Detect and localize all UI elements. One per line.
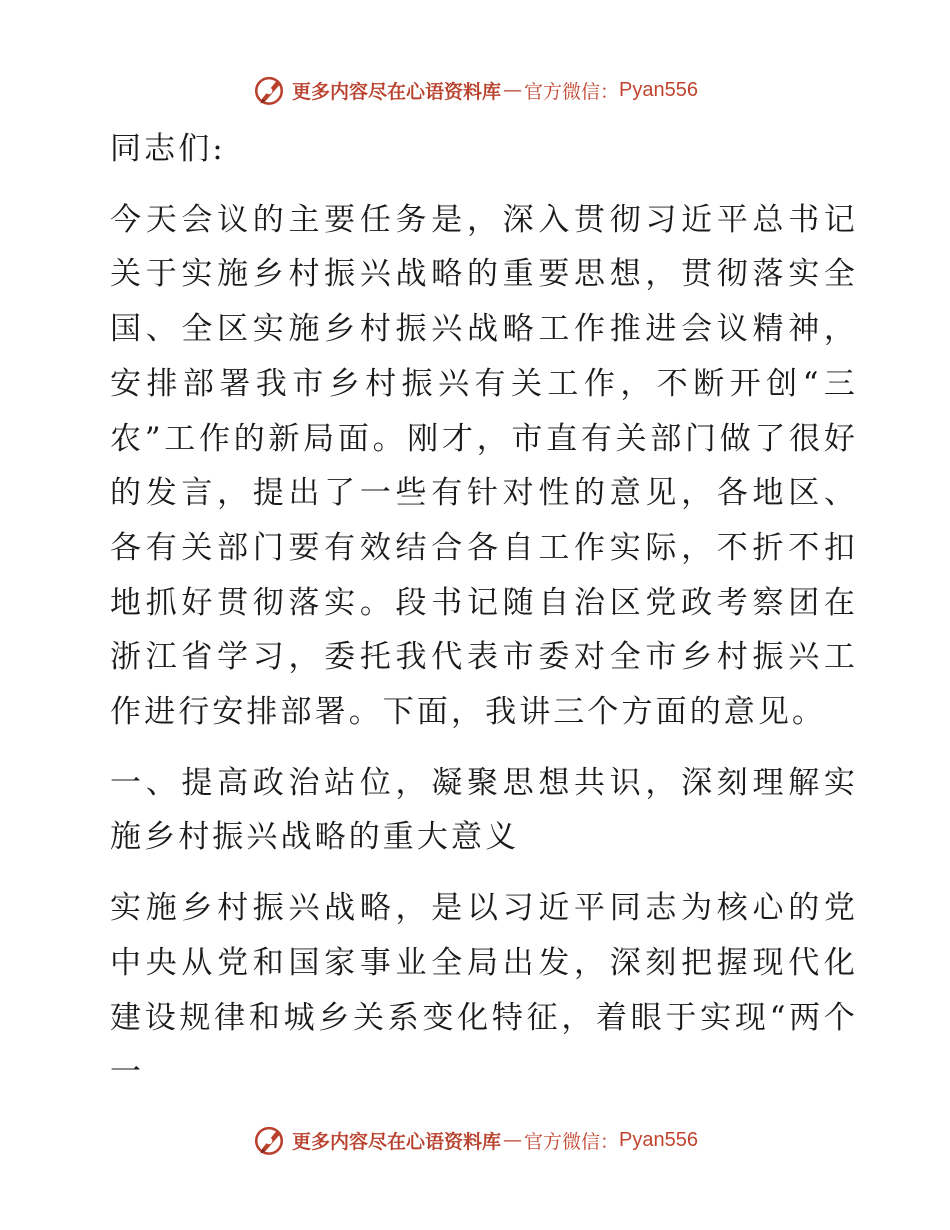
banner-separator: — [503,79,523,101]
banner-wechat-label: 官方微信： [524,80,620,103]
section-heading-1: 一、提高政治站位，凝聚思想共识，深刻理解实施乡村振兴战略的重大意义 [110,764,858,856]
pen-logo-icon [252,1123,286,1157]
banner-library-text: 更多内容尽在心语资料库 [292,80,502,103]
banner-wechat-label: 官方微信： [524,1130,620,1153]
greeting: 同志们: [110,131,226,167]
pen-logo-icon [252,73,286,107]
banner-separator: — [503,1129,523,1151]
footer-watermark-banner [0,1120,950,1160]
paragraph-section-1: 实施乡村振兴战略，是以习近平同志为核心的党中央从党和国家事业全局出发，深刻把握现代化建设规律和城乡关系变化特征，着眼于实现“两个一 [110,890,858,1091]
banner-wechat-id: Pyan556 [619,1128,698,1151]
banner-library-text: 更多内容尽在心语资料库 [292,1130,502,1153]
header-watermark-banner [0,70,950,110]
document-body [98,122,858,1116]
paragraph-intro: 今天会议的主要任务是，深入贯彻习近平总书记关于实施乡村振兴战略的重要思想，贯彻落实全国、全区实施乡村振兴战略工作推进会议精神，安排部署我市乡村振兴有关工作，不断开创“三农”工作的新局面。刚才，市直有关部门做了很好的发言，提出了一些有针对性的意见，各地区、各有关部门要有效结合各自工作实际，不折不扣地抓好贯彻落实。段书记随自治区党政考察团在浙江省学习，委托我代表市委对全市乡村振兴工作进行安排部署。下面，我讲三个方面的意见。 [110,201,858,731]
banner-wechat-id: Pyan556 [619,78,698,101]
